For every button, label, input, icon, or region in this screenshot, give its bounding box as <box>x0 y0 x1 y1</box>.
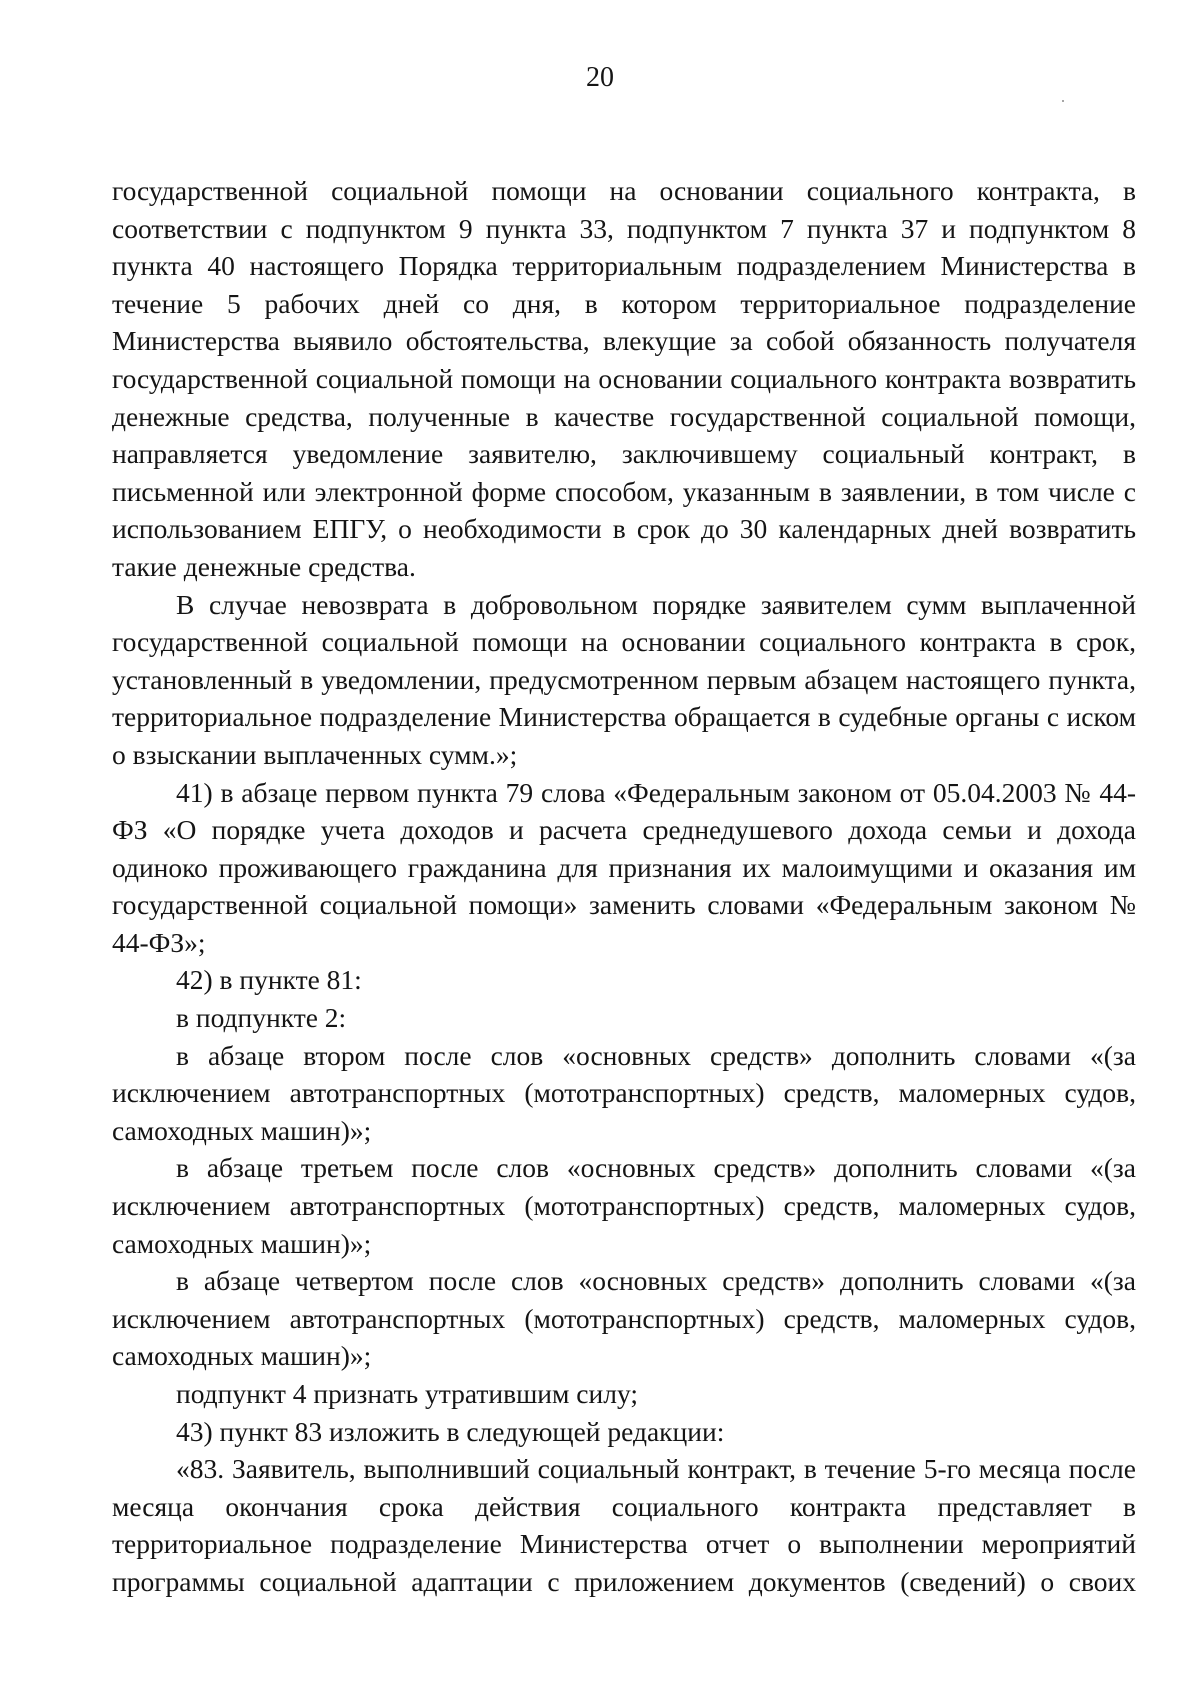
page-number: 20 <box>586 62 614 93</box>
paragraph-subitem-2: в подпункте 2: <box>176 1002 347 1034</box>
paragraph-fourth-abzac: в абзаце четвертом после слов «основных средств» дополнить словами «(за исключением автотранспортных (мототранспортных) средств, маломерных судов, самоходных машин)»; <box>112 1265 1136 1372</box>
paragraph-continuation: государственной социальной помощи на основании социального контракта, в соответствии с подпунктом 9 пункта 33, подпунктом 7 пункта 37 и подпунктом 8 пункта 40 настоящего Порядка территориальным подразделением Министерства в течение 5 рабочих дней со дня, в котором территориальное подразделение Министерства выявило обстоятельства, влекущие за собой обязанность получателя государственной социальной помощи на основании социального контракта возвратить денежные средства, полученные в качестве государственной социальной помощи, направляется уведомление заявителю, заключившему социальный контракт, в письменной или электронной форме способом, указанным в заявлении, в том числе с использованием ЕПГУ, о необходимости в срок до 30 календарных дней возвратить такие денежные средства. <box>112 175 1136 582</box>
paragraph-item-83: «83. Заявитель, выполнивший социальный контракт, в течение 5-го месяца после месяца окончания срока действия социального контракта представляет в территориальное подразделение Министерства отчет о выполнении мероприятий программы социальной адаптации с приложением документов (сведений) о своих <box>112 1453 1136 1597</box>
paragraph-second-abzac: в абзаце втором после слов «основных средств» дополнить словами «(за исключением автотранспортных (мототранспортных) средств, маломерных судов, самоходных машин)»; <box>112 1039 1136 1146</box>
paragraph-third-abzac: в абзаце третьем после слов «основных средств» дополнить словами «(за исключением автотранспортных (мототранспортных) средств, маломерных судов, самоходных машин)»; <box>112 1152 1136 1259</box>
paragraph-subitem-4: подпункт 4 признать утратившим силу; <box>176 1378 638 1409</box>
document-body <box>112 172 1136 1601</box>
paragraph-item-42: 42) в пункте 81: <box>176 964 362 996</box>
paragraph-item-41: 41) в абзаце первом пункта 79 слова «Федеральным законом от 05.04.2003 № 44-ФЗ «О порядке учета доходов и расчета среднедушевого дохода семьи и дохода одиноко проживающего гражданина для признания их малоимущими и оказания им государственной социальной помощи» заменить словами «Федеральным законом № 44-ФЗ»; <box>112 776 1136 958</box>
paragraph-nonreturn: В случае невозврата в добровольном порядке заявителем сумм выплаченной государственной социальной помощи на основании социального контракта в срок, установленный в уведомлении, предусмотренном первым абзацем настоящего пункта, территориальное подразделение Министерства обращается в судебные органы с иском о взыскании выплаченных сумм.»; <box>112 588 1136 770</box>
paragraph-item-43: 43) пункт 83 изложить в следующей редакции: <box>176 1415 725 1447</box>
scan-speck <box>1062 100 1064 102</box>
